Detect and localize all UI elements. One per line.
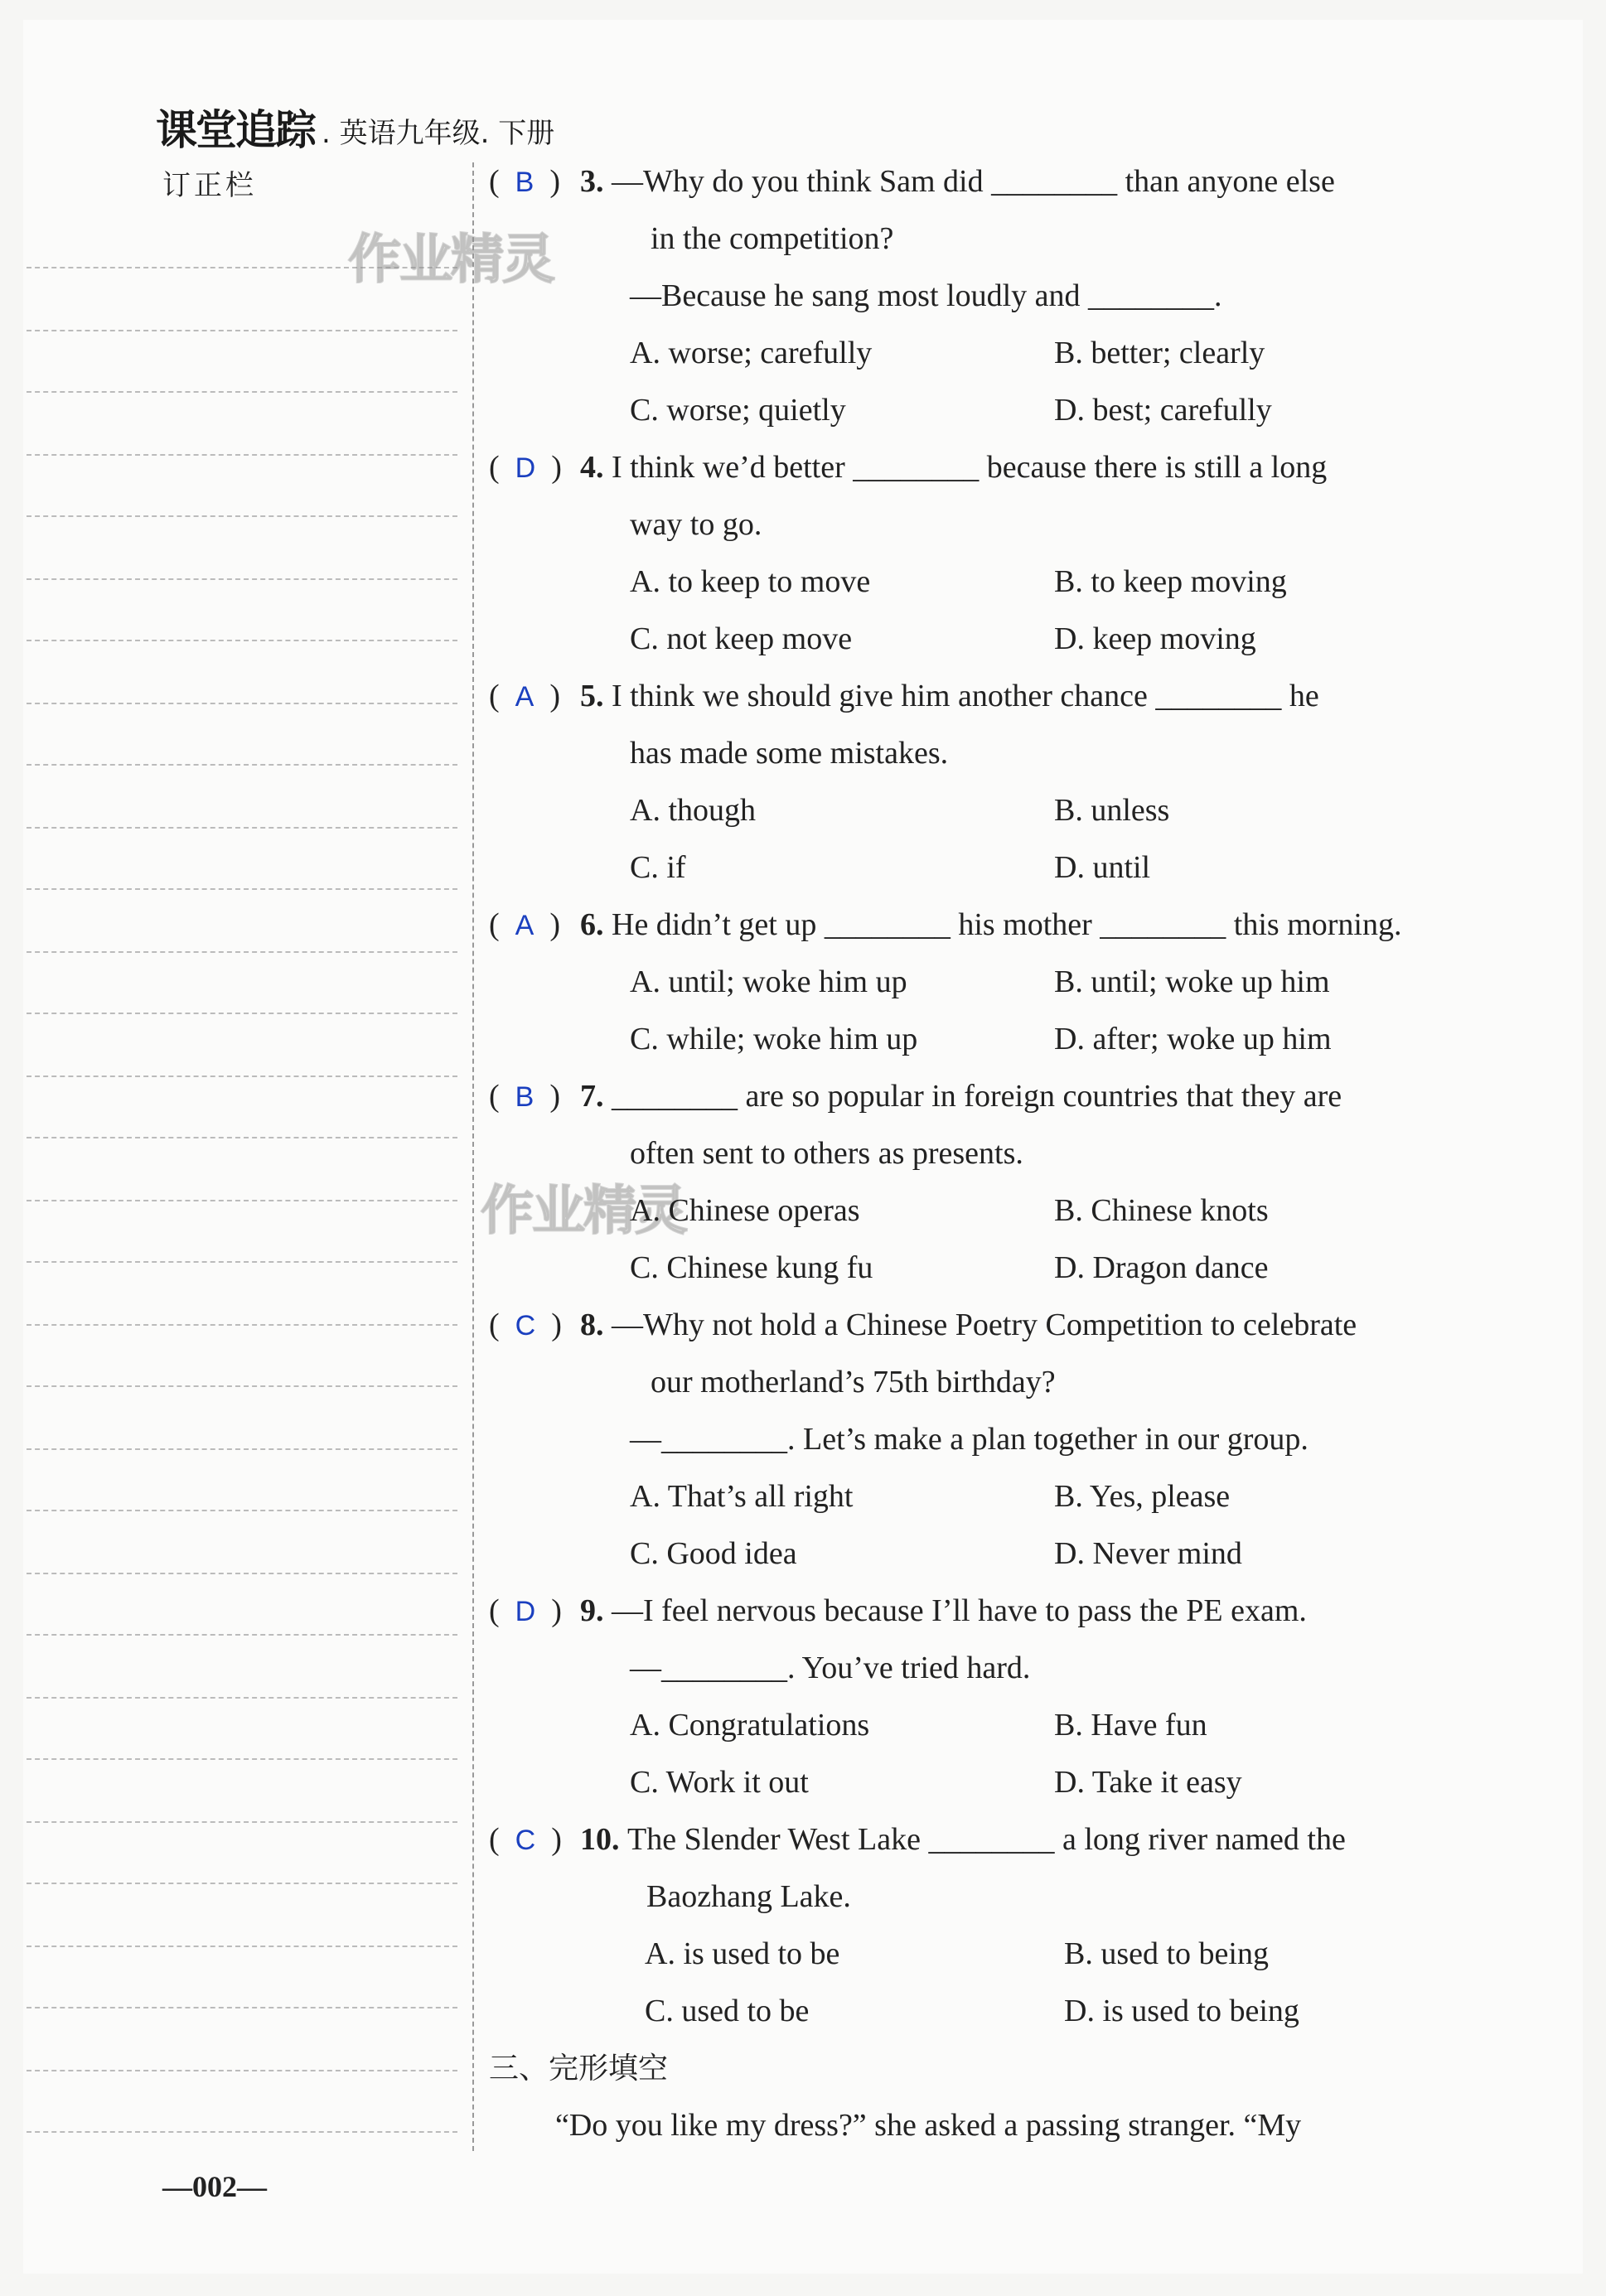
question-line <box>489 668 1483 725</box>
option-choice[interactable]: D. after; woke up him <box>1054 1022 1332 1056</box>
answer-mark: D <box>515 452 536 484</box>
question-line <box>489 1811 1483 1868</box>
option-choice[interactable]: D. Take it easy <box>1054 1765 1242 1800</box>
option-choice[interactable]: A. That’s all right <box>630 1479 854 1514</box>
option-row <box>489 553 1483 611</box>
watermark: 作业精灵 <box>348 230 554 291</box>
question-line <box>489 1411 1483 1468</box>
question-line <box>489 210 1483 268</box>
answer-bracket: ( C ) <box>489 1822 562 1857</box>
option-choice[interactable]: C. used to be <box>645 1994 810 2028</box>
question <box>489 1297 1483 1583</box>
answer-mark: C <box>515 1310 536 1341</box>
option-choice[interactable]: C. not keep move <box>630 621 853 656</box>
question-line <box>489 1354 1483 1411</box>
option-choice[interactable]: C. while; woke him up <box>630 1022 918 1056</box>
option-row <box>489 382 1483 439</box>
answer-bracket: ( D ) <box>489 450 562 485</box>
option-row <box>489 1697 1483 1754</box>
question <box>489 1068 1483 1297</box>
question-line <box>489 1068 1483 1125</box>
answer-bracket: ( D ) <box>489 1593 562 1628</box>
question-number: 9. <box>580 1593 604 1628</box>
option-choice[interactable]: D. is used to being <box>1064 1994 1299 2028</box>
answer-mark: B <box>515 1081 535 1113</box>
question-stem: —________. You’ve tried hard. <box>630 1651 1031 1685</box>
question-stem: way to go. <box>630 507 762 542</box>
option-choice[interactable]: C. Work it out <box>630 1765 809 1800</box>
question-stem: —I feel nervous because I’ll have to pass the PE exam. <box>612 1593 1307 1628</box>
question <box>489 153 1483 439</box>
option-choice[interactable]: B. used to being <box>1064 1936 1269 1971</box>
option-choice[interactable]: A. worse; carefully <box>630 336 873 370</box>
question-line <box>489 439 1483 496</box>
question-line <box>489 725 1483 782</box>
question-stem: —Why do you think Sam did ________ than anyone else <box>612 164 1335 199</box>
question-stem: —Why not hold a Chinese Poetry Competition to celebrate <box>612 1308 1357 1342</box>
question-stem: in the competition? <box>651 221 894 256</box>
option-choice[interactable]: A. to keep to move <box>630 564 871 599</box>
question-stem: I think we should give him another chance ________ he <box>612 679 1319 713</box>
option-row <box>489 954 1483 1011</box>
option-row <box>489 1240 1483 1297</box>
option-choice[interactable]: C. worse; quietly <box>630 393 846 428</box>
question-number: 6. <box>580 907 604 942</box>
question-line <box>489 1583 1483 1640</box>
question-stem: He didn’t get up ________ his mother ________ this morning. <box>612 907 1402 942</box>
option-choice[interactable]: A. Chinese operas <box>630 1193 860 1228</box>
section-title: 三、完形填空 <box>489 2052 669 2086</box>
option-row <box>489 1525 1483 1583</box>
option-choice[interactable]: B. unless <box>1054 793 1170 828</box>
option-row <box>489 611 1483 668</box>
question-number: 8. <box>580 1308 604 1342</box>
option-row <box>489 782 1483 839</box>
question-list <box>489 153 1483 2154</box>
question-stem: often sent to others as presents. <box>630 1136 1023 1171</box>
option-choice[interactable]: A. Congratulations <box>630 1708 870 1743</box>
option-choice[interactable]: B. Chinese knots <box>1054 1193 1269 1228</box>
question-stem: has made some mistakes. <box>630 736 949 771</box>
correction-column-lines <box>27 207 457 2154</box>
option-choice[interactable]: A. though <box>630 793 756 828</box>
answer-bracket: ( A ) <box>489 907 560 942</box>
question-stem: Baozhang Lake. <box>646 1879 851 1914</box>
option-choice[interactable]: D. until <box>1054 850 1151 885</box>
option-choice[interactable]: A. until; woke him up <box>630 964 907 999</box>
question <box>489 1583 1483 1811</box>
question-number: 4. <box>580 450 604 485</box>
answer-mark: B <box>515 167 535 198</box>
question <box>489 897 1483 1068</box>
option-choice[interactable]: C. Chinese kung fu <box>630 1250 873 1285</box>
book-subtitle: . 英语九年级. 下册 <box>322 117 555 150</box>
question-stem: —Because he sang most loudly and ________. <box>630 278 1222 313</box>
answer-bracket: ( B ) <box>489 164 560 199</box>
page-number: —002— <box>162 2170 267 2203</box>
answer-mark: D <box>515 1596 536 1627</box>
option-choice[interactable]: D. Dragon dance <box>1054 1250 1269 1285</box>
column-divider <box>472 162 474 2151</box>
question-stem: ________ are so popular in foreign countries that they are <box>612 1079 1342 1114</box>
option-row <box>489 1926 1483 1983</box>
question-number: 7. <box>580 1079 604 1114</box>
question-number: 10. <box>580 1822 620 1857</box>
question-stem: our motherland’s 75th birthday? <box>651 1365 1056 1399</box>
option-choice[interactable]: C. Good idea <box>630 1536 797 1571</box>
option-row <box>489 1011 1483 1068</box>
watermark: 作业精灵 <box>481 1181 686 1242</box>
option-choice[interactable]: A. is used to be <box>645 1936 840 1971</box>
question-stem: The Slender West Lake ________ a long river named the <box>627 1822 1346 1857</box>
correction-column-label: 订正栏 <box>162 169 257 202</box>
question-line <box>489 897 1483 954</box>
page-header <box>156 85 555 154</box>
option-choice[interactable]: D. best; carefully <box>1054 393 1272 428</box>
option-row <box>489 1182 1483 1240</box>
option-choice[interactable]: C. if <box>630 850 686 885</box>
option-choice[interactable]: D. keep moving <box>1054 621 1256 656</box>
question-stem: —________. Let’s make a plan together in our group. <box>630 1422 1309 1457</box>
question-number: 5. <box>580 679 604 713</box>
option-choice[interactable]: B. better; clearly <box>1054 336 1265 370</box>
option-row <box>489 325 1483 382</box>
option-row <box>489 1754 1483 1811</box>
question-number: 3. <box>580 164 604 199</box>
question-line <box>489 1640 1483 1697</box>
option-choice[interactable]: B. Have fun <box>1054 1708 1207 1743</box>
answer-bracket: ( B ) <box>489 1079 560 1114</box>
question-line <box>489 496 1483 553</box>
question-line <box>489 1297 1483 1354</box>
question-stem: I think we’d better ________ because there is still a long <box>612 450 1328 485</box>
question-line <box>489 268 1483 325</box>
option-choice[interactable]: B. to keep moving <box>1054 564 1287 599</box>
answer-bracket: ( C ) <box>489 1308 562 1342</box>
brand-logo: 课堂追踪 <box>156 106 315 154</box>
answer-mark: C <box>515 1825 536 1856</box>
answer-bracket: ( A ) <box>489 679 560 713</box>
option-choice[interactable]: B. Yes, please <box>1054 1479 1231 1514</box>
question-line <box>489 1125 1483 1182</box>
question <box>489 668 1483 897</box>
question <box>489 439 1483 668</box>
option-choice[interactable]: D. Never mind <box>1054 1536 1242 1571</box>
answer-mark: A <box>515 910 535 941</box>
option-row <box>489 1468 1483 1525</box>
question-line <box>489 1868 1483 1926</box>
option-choice[interactable]: B. until; woke up him <box>1054 964 1330 999</box>
question <box>489 1811 1483 2040</box>
option-row <box>489 839 1483 897</box>
question-line <box>489 153 1483 210</box>
answer-mark: A <box>515 681 535 713</box>
passage-line: “Do you like my dress?” she asked a passing stranger. “My <box>555 2108 1302 2143</box>
option-row <box>489 1983 1483 2040</box>
